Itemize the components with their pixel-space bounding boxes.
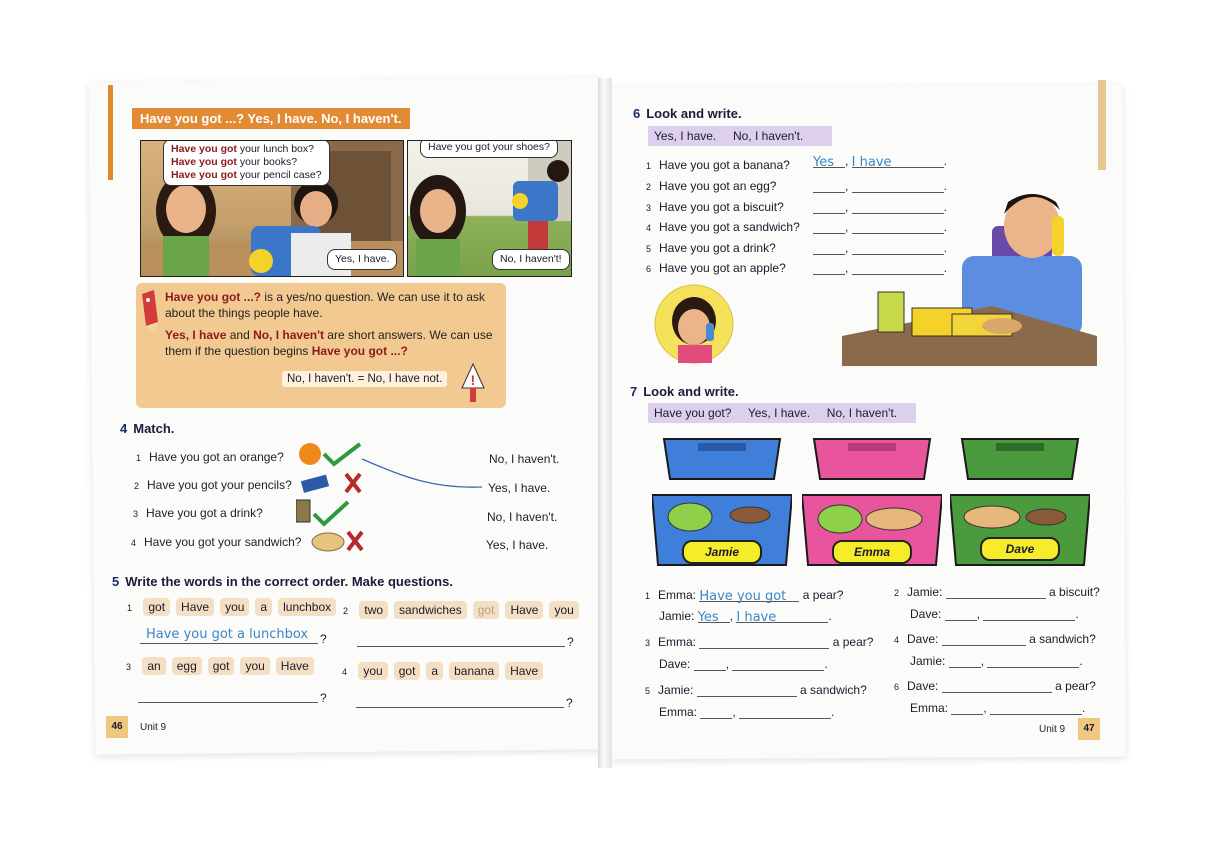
pencils-icon — [301, 475, 329, 493]
exercise-6-heading: 6 Look and write. — [633, 106, 742, 121]
ex4-question: 1 Have you got an orange? — [136, 450, 284, 464]
answer-options-bar: Yes, I have. No, I haven't. — [648, 126, 832, 146]
exercise-4-heading: 4 Match. — [120, 421, 175, 436]
name-badge: Dave — [980, 537, 1060, 561]
ex5-answer-1[interactable]: Have you got a lunchbox — [146, 627, 309, 642]
ex5-answer-line[interactable] — [140, 629, 318, 644]
ex4-answer: No, I haven't. — [487, 510, 558, 524]
ex7-item-1[interactable]: 1 Emma: Have you got a pear? — [645, 588, 844, 604]
word-chip: you — [549, 601, 578, 619]
word-chip: you — [240, 657, 269, 675]
ex5-item-2: 2 two sandwiches got Have you — [343, 601, 585, 619]
speech-bubble-no: No, I haven't! — [492, 249, 570, 270]
ex7-item-5[interactable]: 5 Jamie: a sandwich? — [645, 683, 867, 697]
word-chip: two — [359, 601, 388, 619]
ex6-question: 1 Have you got a banana? — [646, 158, 790, 172]
ex6-answer-row[interactable]: Yes , I have . — [813, 154, 948, 170]
ex6-answer-row[interactable]: , . — [813, 241, 947, 255]
comic-panel-2 — [407, 140, 572, 277]
ex7-item-4[interactable]: 4 Dave: a sandwich? — [894, 632, 1096, 646]
page-number: 47 — [1078, 718, 1100, 740]
word-chip: banana — [449, 662, 499, 680]
lunchbox-dave — [950, 435, 1090, 567]
lunchbox-jamie — [652, 435, 792, 567]
name-badge: Jamie — [682, 540, 762, 564]
sandwich-icon — [312, 533, 344, 551]
ex6-question: 6 Have you got an apple? — [646, 261, 786, 275]
word-chip: Have — [505, 662, 543, 680]
exercise-7-heading: 7 Look and write. — [630, 384, 739, 399]
word-chip: Have — [276, 657, 314, 675]
match-line — [360, 455, 485, 495]
name-badge: Emma — [832, 540, 912, 564]
svg-text:!: ! — [470, 372, 476, 388]
word-chip: Have — [505, 601, 543, 619]
ex7-item-6-answer[interactable]: Emma: , . — [910, 701, 1086, 715]
comic-panel-1 — [140, 140, 404, 277]
ex6-question: 4 Have you got a sandwich? — [646, 220, 800, 234]
word-chip: got — [473, 601, 500, 619]
girl-on-phone-illustration — [652, 283, 738, 365]
speech-bubble-reply: Yes, I have. — [327, 249, 397, 270]
ex5-answer-line[interactable] — [357, 632, 565, 647]
word-chip: sandwiches — [394, 601, 467, 619]
pencil-mascot-icon — [138, 288, 160, 332]
tick-icon — [314, 502, 348, 524]
word-chip: you — [358, 662, 387, 680]
unit-label: Unit 9 — [140, 722, 167, 733]
word-chip: got — [143, 598, 170, 616]
speech-bubble-shoes: Have you got your shoes? — [420, 140, 558, 158]
page-number: 46 — [106, 716, 128, 738]
left-edge-strip — [108, 85, 113, 180]
ex7-item-3-answer[interactable]: Dave: , . — [659, 657, 828, 671]
ex6-question: 3 Have you got a biscuit? — [646, 200, 784, 214]
ex5-item-3: 3 an egg got you Have — [126, 657, 320, 675]
question-mark: ? — [567, 635, 574, 649]
cross-icon — [346, 474, 360, 492]
word-chip: got — [394, 662, 421, 680]
unit-label: Unit 9 — [1039, 724, 1066, 735]
ex7-item-1-answer[interactable]: Jamie: Yes , I have . — [659, 609, 832, 625]
orange-icon — [299, 443, 321, 465]
ex6-answer-row[interactable]: , . — [813, 179, 947, 193]
ex7-item-5-answer[interactable]: Emma: , . — [659, 705, 835, 719]
question-mark: ? — [320, 632, 327, 646]
word-chip: a — [255, 598, 272, 616]
ex5-item-1: 1 got Have you a lunchbox — [127, 598, 342, 616]
word-chip: a — [426, 662, 443, 680]
warning-sign-icon — [458, 358, 488, 404]
word-chip: lunchbox — [278, 598, 336, 616]
ex7-item-3[interactable]: 3 Emma: a pear? — [645, 635, 874, 649]
ex4-answer: Yes, I have. — [488, 481, 551, 495]
ex6-answer-row[interactable]: , . — [813, 200, 947, 214]
ex5-item-4: 4 you got a banana Have — [342, 662, 549, 680]
ex6-question: 5 Have you got a drink? — [646, 241, 776, 255]
lunchbox-emma — [802, 435, 942, 567]
ex5-answer-line[interactable] — [138, 688, 318, 703]
grammar-line-4: them if the question begins Have you got ...? — [165, 344, 408, 358]
ex4-question: 3 Have you got a drink? — [133, 506, 263, 520]
ex7-item-2-answer[interactable]: Dave: , . — [910, 607, 1079, 621]
cross-icon — [348, 532, 362, 550]
grammar-equation: No, I haven't. = No, I have not. — [282, 371, 447, 387]
ex6-answer-row[interactable]: , . — [813, 261, 947, 275]
ex4-question: 2 Have you got your pencils? — [134, 478, 292, 492]
ex5-answer-line[interactable] — [356, 693, 564, 708]
word-chip: got — [208, 657, 235, 675]
question-mark: ? — [320, 691, 327, 705]
book-gutter — [598, 78, 612, 768]
ex7-item-4-answer[interactable]: Jamie: , . — [910, 654, 1083, 668]
ex4-answer: No, I haven't. — [489, 452, 560, 466]
grammar-line-1: Have you got ...? is a yes/no question. We can use it to ask — [165, 290, 485, 304]
grammar-line-2: about the things people have. — [165, 306, 323, 320]
question-mark: ? — [566, 696, 573, 710]
ex7-item-2[interactable]: 2 Jamie: a biscuit? — [894, 585, 1100, 599]
drink-icon — [296, 500, 310, 522]
ex4-question: 4 Have you got your sandwich? — [131, 535, 302, 549]
word-chip: Have — [176, 598, 214, 616]
ex4-answer: Yes, I have. — [486, 538, 549, 552]
ex6-question: 2 Have you got an egg? — [646, 179, 777, 193]
answer-options-bar: Have you got? Yes, I have. No, I haven't. — [648, 403, 916, 423]
lesson-tag: Have you got ...? Yes, I have. No, I haven't. — [132, 108, 410, 129]
exercise-5-heading: 5 Write the words in the correct order. Make questions. — [112, 574, 453, 589]
speech-bubble-questions: Have you got your lunch box? Have you got your books? Have you got your pencil case? — [163, 140, 330, 186]
word-chip: egg — [172, 657, 202, 675]
word-chip: you — [220, 598, 249, 616]
grammar-line-3: Yes, I have and No, I haven't are short answers. We can use — [165, 328, 493, 342]
right-edge-strip — [1098, 80, 1106, 170]
ex6-answer-row[interactable]: , . — [813, 220, 947, 234]
tick-icon — [324, 444, 360, 464]
ex7-item-6[interactable]: 6 Dave: a pear? — [894, 679, 1096, 693]
man-on-phone-illustration — [842, 186, 1097, 366]
word-chip: an — [142, 657, 165, 675]
